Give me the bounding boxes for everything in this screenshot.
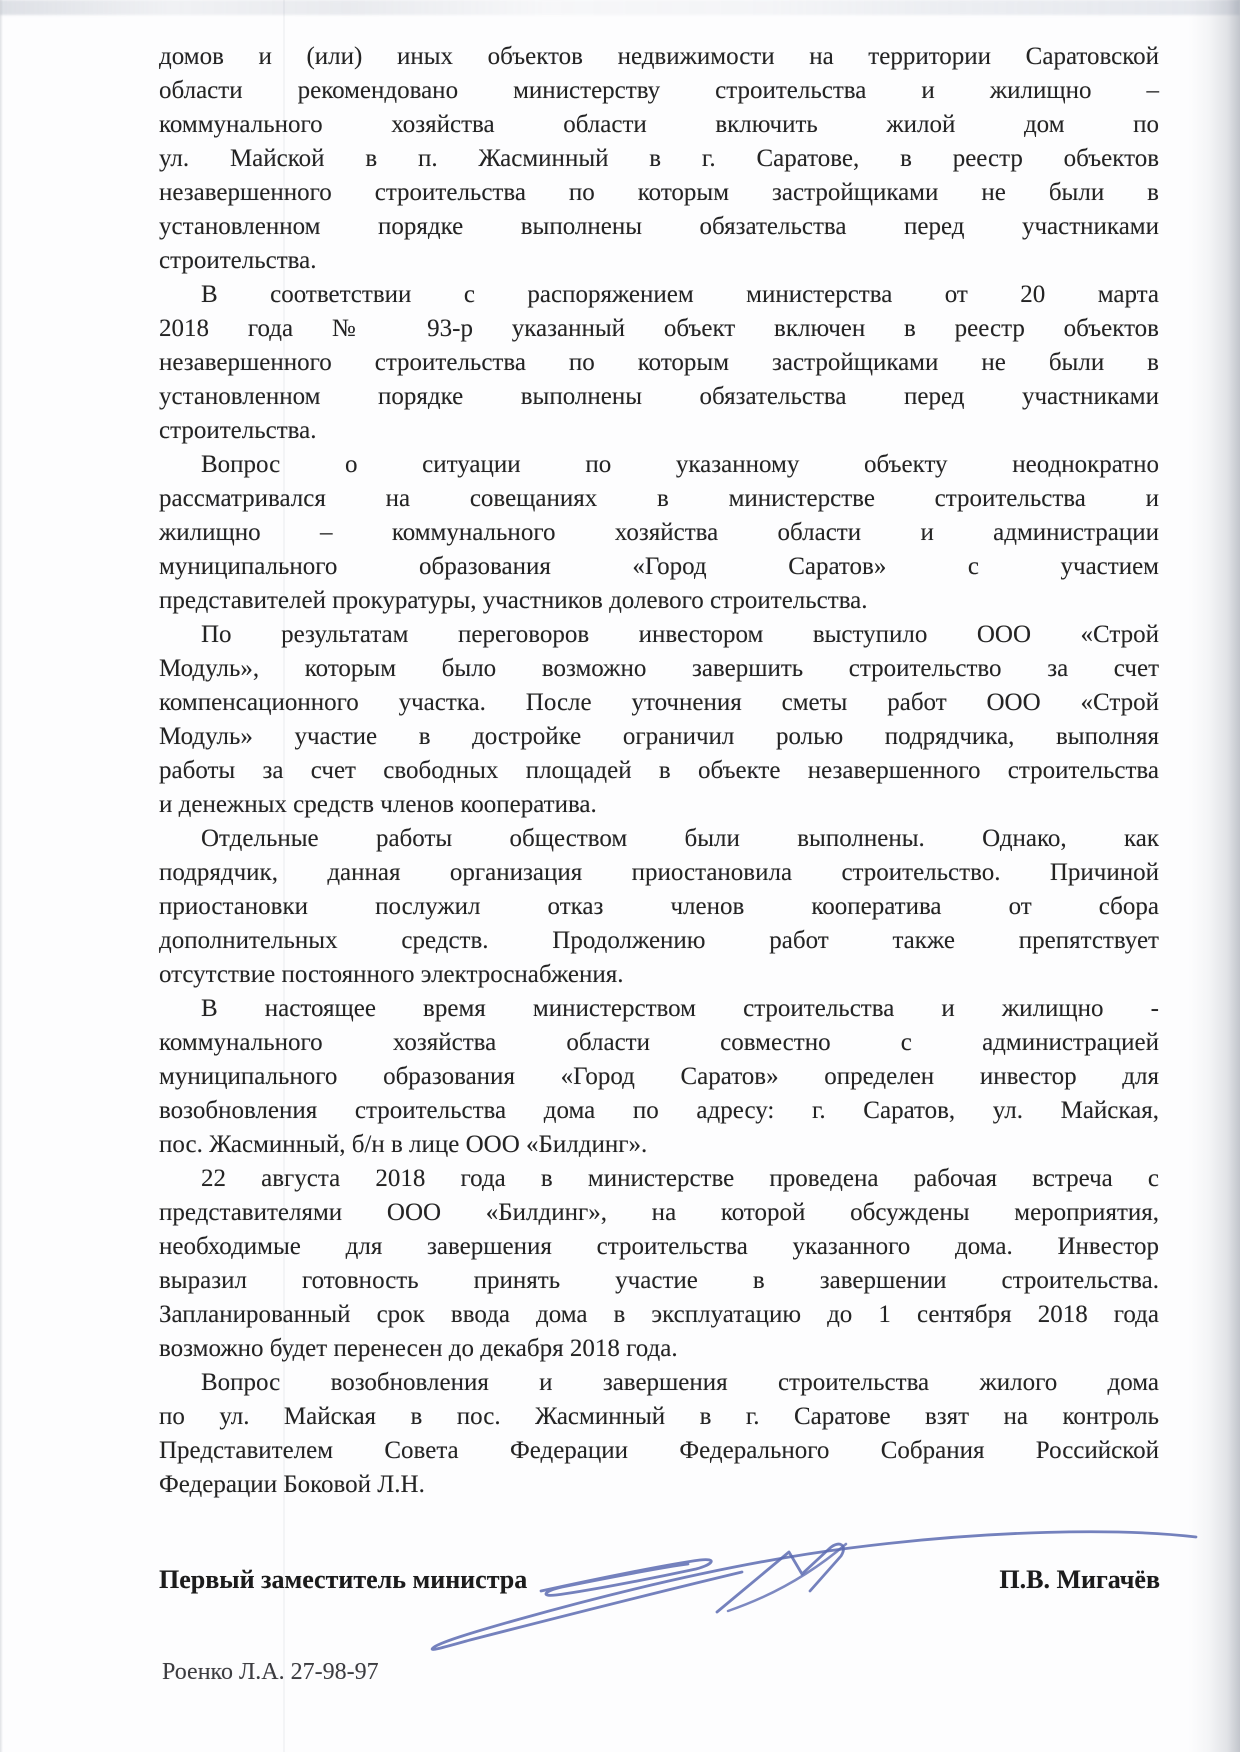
text-line: незавершенного строительства по которым застройщиками не были в <box>159 349 1159 376</box>
text-line: возобновления строительства дома по адресу: г. Саратов, ул. Майская, <box>159 1097 1159 1124</box>
text-line: приостановки послужил отказ членов кооператива от сбора <box>159 893 1159 920</box>
text-line: коммунального хозяйства области совместно с администрацией <box>159 1029 1159 1056</box>
text-line: дополнительных средств. Продолжению работ также препятствует <box>159 927 1159 954</box>
text-line: установленном порядке выполнены обязательства перед участниками <box>159 383 1159 410</box>
text-line: представителей прокуратуры, участников долевого строительства. <box>159 587 868 614</box>
text-line: работы за счет свободных площадей в объекте незавершенного строительства <box>159 757 1159 784</box>
text-line: Модуль», которым было возможно завершить строительство за счет <box>159 655 1159 682</box>
text-line: подрядчик, данная организация приостановила строительство. Причиной <box>159 859 1159 886</box>
paragraph <box>159 40 1159 278</box>
text-line: 22 августа 2018 года в министерстве проведена рабочая встреча с <box>201 1165 1159 1192</box>
signer-title: Первый заместитель министра <box>159 1565 528 1594</box>
text-line: выразил готовность принять участие в завершении строительства. <box>159 1267 1159 1294</box>
text-line: строительства. <box>159 417 317 444</box>
paragraph <box>159 618 1159 822</box>
text-line: муниципального образования «Город Саратов» определен инвестор для <box>159 1063 1159 1090</box>
text-line: Федерации Боковой Л.Н. <box>159 1471 425 1498</box>
text-line: установленном порядке выполнены обязательства перед участниками <box>159 213 1159 240</box>
text-line: Представителем Совета Федерации Федерального Собрания Российской <box>159 1437 1159 1464</box>
executor-note: Роенко Л.А. 27-98-97 <box>162 1659 379 1685</box>
paragraph <box>159 992 1159 1162</box>
signoff-row <box>159 1563 1160 1597</box>
text-line: Модуль» участие в достройке ограничил ролью подрядчика, выполняя <box>159 723 1159 750</box>
text-line: Вопрос возобновления и завершения строительства жилого дома <box>201 1369 1159 1396</box>
text-line: представителями ООО «Билдинг», на которой обсуждены мероприятия, <box>159 1199 1159 1226</box>
text-line: компенсационного участка. После уточнения сметы работ ООО «Строй <box>159 689 1159 716</box>
text-line: возможно будет перенесен до декабря 2018 года. <box>159 1335 678 1362</box>
text-line: строительства. <box>159 247 317 274</box>
paragraph <box>159 1366 1159 1502</box>
text-line: 2018 года № 93-р указанный объект включен в реестр объектов <box>159 315 1159 342</box>
text-line: отсутствие постоянного электроснабжения. <box>159 961 624 988</box>
text-line: По результатам переговоров инвестором выступило ООО «Строй <box>201 621 1159 648</box>
scan-edge-artifact-top <box>0 0 1240 15</box>
text-line: ул. Майской в п. Жасминный в г. Саратове, в реестр объектов <box>159 145 1159 172</box>
paragraph <box>159 1162 1159 1366</box>
scan-edge-shadow-right <box>1188 0 1240 1752</box>
text-line: муниципального образования «Город Саратов» с участием <box>159 553 1159 580</box>
text-line: жилищно – коммунального хозяйства области и администрации <box>159 519 1159 546</box>
text-line: коммунального хозяйства области включить жилой дом по <box>159 111 1159 138</box>
text-line: В соответствии с распоряжением министерства от 20 марта <box>201 281 1159 308</box>
text-line: необходимые для завершения строительства указанного дома. Инвестор <box>159 1233 1159 1260</box>
text-line: Запланированный срок ввода дома в эксплуатацию до 1 сентября 2018 года <box>159 1301 1159 1328</box>
text-line: незавершенного строительства по которым застройщиками не были в <box>159 179 1159 206</box>
paragraph <box>159 278 1159 448</box>
text-line: по ул. Майская в пос. Жасминный в г. Саратове взят на контроль <box>159 1403 1159 1430</box>
signer-name: П.В. Мигачёв <box>999 1565 1160 1594</box>
paragraph <box>159 822 1159 992</box>
letter-body <box>159 40 1159 1502</box>
text-line: пос. Жасминный, б/н в лице ООО «Билдинг». <box>159 1131 648 1158</box>
text-line: Отдельные работы обществом были выполнены. Однако, как <box>201 825 1159 852</box>
text-line: домов и (или) иных объектов недвижимости на территории Саратовской <box>159 43 1159 70</box>
text-line: области рекомендовано министерству строительства и жилищно – <box>159 77 1159 104</box>
text-line: рассматривался на совещаниях в министерстве строительства и <box>159 485 1159 512</box>
text-line: В настоящее время министерством строительства и жилищно - <box>201 995 1159 1022</box>
scan-edge-artifact-left <box>0 0 3 1752</box>
text-line: Вопрос о ситуации по указанному объекту неоднократно <box>201 451 1159 478</box>
paragraph <box>159 448 1159 618</box>
text-line: и денежных средств членов кооператива. <box>159 791 597 818</box>
